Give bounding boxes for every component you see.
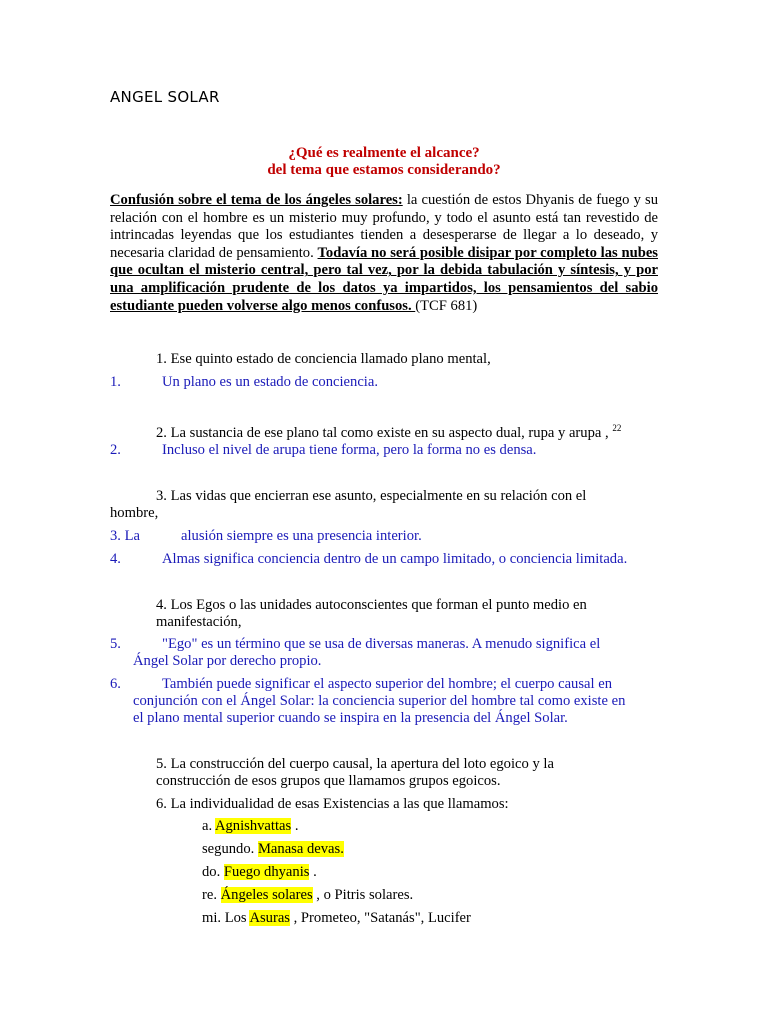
answer-2-number: 2. — [110, 442, 121, 458]
answer-6-line-2: conjunción con el Ángel Solar: la conciencia superior del hombre tal como existe en — [133, 693, 626, 709]
footnote-ref: 22 — [612, 423, 622, 433]
question-5-line-2: construcción de esos grupos que llamamos grupos egoicos. — [156, 773, 501, 789]
question-5-line-1: 5. La construcción del cuerpo causal, la apertura del loto egoico y la — [156, 756, 554, 772]
answer-5-number: 5. — [110, 636, 121, 652]
sublist-suffix: , Prometeo, "Satanás", Lucifer — [289, 910, 471, 926]
sublist-prefix: do. — [202, 864, 224, 880]
question-1: 1. Ese quinto estado de conciencia llamado plano mental, — [156, 351, 491, 367]
answer-2: Incluso el nivel de arupa tiene forma, pero la forma no es densa. — [162, 442, 537, 458]
answer-5-line-2: Ángel Solar por derecho propio. — [133, 653, 322, 669]
sublist-highlight: Agnishvattas — [214, 818, 292, 834]
question-4-line-2: manifestación, — [156, 614, 242, 630]
answer-5-line-1: "Ego" es un término que se usa de diversas maneras. A menudo significa el — [162, 636, 601, 652]
intro-text: la cuestión de estos Dhyanis de fuego y su relación con el hombre es un misterio muy profundo, y todo el asunto está tan revestido de intrincadas leyendas que los estudiantes tienden a desesperarse de llegar a lo deseado, y necesaria claridad de pensamiento. — [110, 192, 658, 261]
answer-4: Almas significa conciencia dentro de un campo limitado, o conciencia limitada. — [162, 551, 628, 567]
question-2-text: 2. La sustancia de ese plano tal como existe en su aspecto dual, rupa y arupa , — [156, 425, 609, 441]
intro-lead: Confusión sobre el tema de los ángeles solares: — [110, 192, 403, 208]
question-3-line-2: hombre, — [110, 505, 159, 521]
document-heading: ANGEL SOLAR — [110, 88, 220, 106]
answer-6-line-1: También puede significar el aspecto superior del hombre; el cuerpo causal en — [162, 676, 612, 692]
sublist-item — [202, 841, 344, 858]
sublist-item — [202, 864, 317, 881]
intro-reference: (TCF 681) — [415, 297, 478, 314]
question-6: 6. La individualidad de esas Existencias a las que llamamos: — [156, 796, 509, 812]
question-4-line-1: 4. Los Egos o las unidades autoconscientes que forman el punto medio en — [156, 597, 587, 613]
answer-6-number: 6. — [110, 676, 121, 692]
sublist-prefix: a. — [202, 818, 215, 834]
sublist-prefix: segundo. — [202, 841, 258, 857]
sublist-suffix: , o Pitris solares. — [312, 887, 414, 903]
sublist-highlight: Asuras — [249, 910, 290, 926]
sublist-item — [202, 910, 471, 927]
question-3-line-1: 3. Las vidas que encierran ese asunto, especialmente en su relación con el — [156, 488, 587, 504]
question-2 — [156, 420, 621, 442]
sublist-item — [202, 818, 298, 835]
title-line-1: ¿Qué es realmente el alcance? — [288, 145, 480, 161]
intro-paragraph — [110, 192, 658, 315]
sublist-prefix: re. — [202, 887, 221, 903]
sublist-highlight: Fuego dhyanis — [223, 864, 310, 880]
answer-4-number: 4. — [110, 551, 121, 567]
sublist-highlight: Ángeles solares — [220, 887, 313, 903]
answer-1-number: 1. — [110, 374, 121, 390]
sublist-highlight: Manasa devas. — [257, 841, 344, 857]
answer-6-line-3: el plano mental superior cuando se inspira en la presencia del Ángel Solar. — [133, 710, 568, 726]
intro-emphasis: Todavía no será posible disipar por completo las nubes que ocultan el misterio central, pero tal vez, por la debida tabulación y síntesis, y por una amplificación prudente de los datos ya impartidos, los pensamientos del sabio estudiante pueden volverse algo menos confusos. — [110, 244, 658, 314]
sublist-prefix: mi. Los — [202, 910, 250, 926]
answer-3: alusión siempre es una presencia interior. — [181, 528, 422, 544]
sublist-suffix: . — [291, 818, 299, 834]
title-line-2: del tema que estamos considerando? — [267, 162, 501, 178]
sublist-suffix: . — [309, 864, 317, 880]
answer-1: Un plano es un estado de conciencia. — [162, 374, 378, 390]
sublist-item — [202, 887, 413, 904]
answer-3-number: 3. La — [110, 528, 140, 544]
